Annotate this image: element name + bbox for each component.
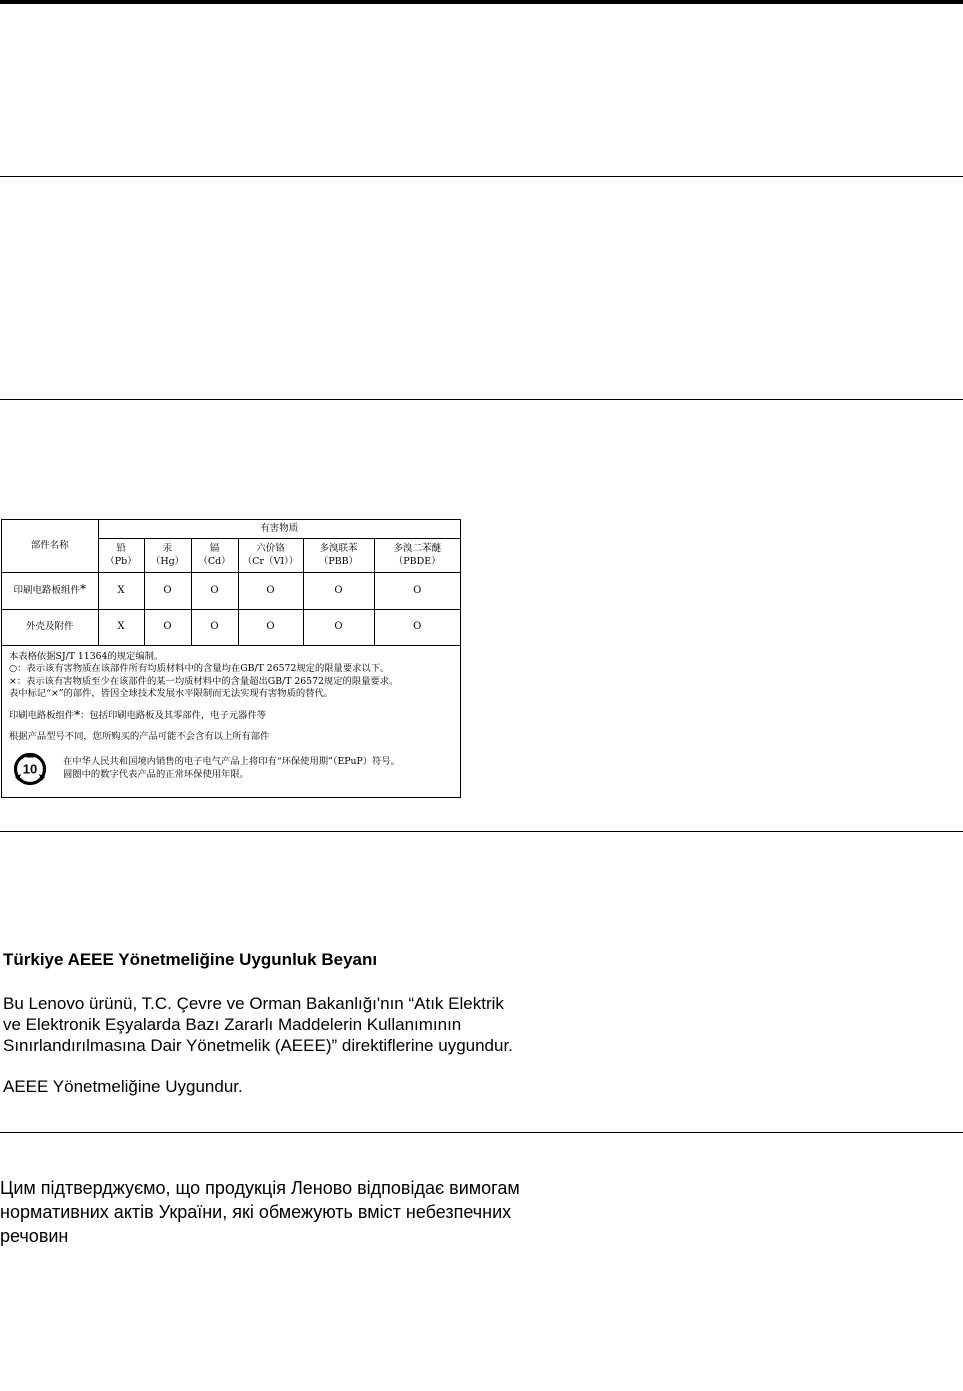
table-row: [2, 609, 460, 645]
substance-header: 汞 （Hg）: [144, 538, 191, 572]
rohs-hazardous-substances-table: [1, 519, 461, 798]
substance-header: 镉 （Cd）: [191, 538, 238, 572]
value-cell: O: [303, 572, 374, 609]
section-divider: [0, 1132, 963, 1133]
value-cell: O: [191, 572, 238, 609]
table-row: [2, 572, 460, 609]
section-divider: [0, 176, 963, 177]
epup-statement: [9, 752, 460, 786]
paragraph-line: нормативних актів України, які обмежують вміст небезпечних: [0, 1202, 512, 1222]
substance-header: 多溴二苯醚 （PBDE）: [374, 538, 460, 572]
note-line: 本表格依据SJ/T 11364的规定编制。: [9, 650, 164, 662]
value-cell: O: [191, 609, 238, 645]
hazardous-substances-header: 有害物质: [98, 520, 460, 538]
epup-logo-number: 10: [22, 761, 38, 776]
note-line: 表中标记“×”的部件，皆因全球技术发展水平限制而无法实现有害物质的替代。: [9, 688, 334, 699]
note-line: ×：表示该有害物质至少在该部件的某一均质材料中的含量超出GB/T 26572规定的限量要求。: [9, 675, 399, 687]
paragraph-line: Bu Lenovo ürünü, T.C. Çevre ve Orman Bakanlığı'nın “Atık Elektrik: [3, 994, 504, 1013]
substance-header: 六价铬 （Cr（VI））: [238, 538, 303, 572]
epup-10-year-icon: [13, 752, 47, 786]
value-cell: O: [144, 609, 191, 645]
value-cell: O: [238, 609, 303, 645]
part-name-cell: 外壳及附件: [2, 609, 98, 645]
turkey-aeee-title: Türkiye AEEE Yönetmeliğine Uygunluk Beyanı: [3, 950, 378, 969]
ukraine-rohs-statement: [0, 1176, 520, 1248]
substance-header: 铅 （Pb）: [98, 538, 144, 572]
epup-line: 圆圈中的数字代表产品的正常环保使用年限。: [63, 768, 249, 780]
value-cell: O: [374, 609, 460, 645]
pcb-note: 印刷电路板组件*：包括印刷电路板及其零部件，电子元器件等: [9, 707, 267, 722]
table-notes: [2, 646, 460, 786]
epup-line: 在中华人民共和国境内销售的电子电气产品上将印有“环保使用期”（EPuP）符号。: [63, 756, 400, 767]
part-name-header: 部件名称: [2, 520, 98, 572]
section-divider: [0, 831, 963, 832]
value-cell: X: [98, 572, 144, 609]
note-line: ○：表示该有害物质在该部件所有均质材料中的含量均在GB/T 26572规定的限量要求以下。: [9, 663, 390, 674]
value-cell: X: [98, 609, 144, 645]
value-cell: O: [303, 609, 374, 645]
top-rule: [0, 0, 963, 4]
model-note: 根据产品型号不同，您所购买的产品可能不会含有以上所有部件: [9, 731, 270, 742]
value-cell: O: [144, 572, 191, 609]
value-cell: O: [238, 572, 303, 609]
value-cell: O: [374, 572, 460, 609]
paragraph-line: речовин: [0, 1226, 69, 1246]
paragraph-line: Цим підтверджуємо, що продукція Леново відповідає вимогам: [0, 1178, 520, 1198]
paragraph-line: ve Elektronik Eşyalarda Bazı Zararlı Maddelerin Kullanımının: [3, 1015, 462, 1034]
substance-header: 多溴联苯 （PBB）: [303, 538, 374, 572]
paragraph-line: Sınırlandırılmasına Dair Yönetmelik (AEEE)” direktiflerine uygundur.: [3, 1036, 513, 1055]
section-divider: [0, 399, 963, 400]
part-name-cell: 印刷电路板组件*: [2, 572, 98, 609]
turkey-aeee-paragraph: [3, 993, 513, 1056]
turkey-aeee-compliance: AEEE Yönetmeliğine Uygundur.: [3, 1077, 243, 1096]
